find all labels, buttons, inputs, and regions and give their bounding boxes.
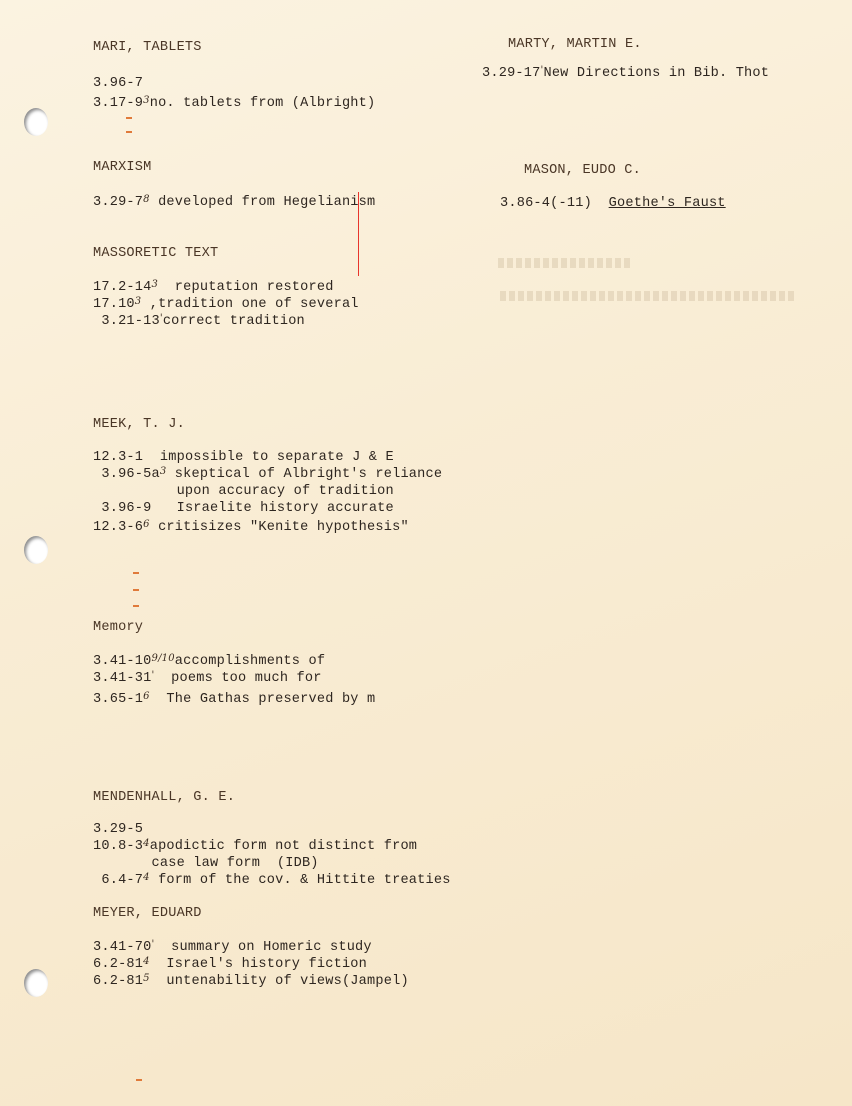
entry-description: upon accuracy of tradition	[93, 484, 394, 499]
entry-description: correct tradition	[162, 314, 305, 329]
reference-number: 3.21-13	[93, 314, 160, 329]
reference-number: 3.29-7	[93, 195, 144, 210]
index-entry	[93, 839, 417, 855]
index-entry	[93, 96, 375, 112]
handwritten-annotation: 8	[143, 194, 150, 205]
section-heading: MARXISM	[93, 160, 152, 175]
entry-description: developed from Hegelianism	[149, 195, 376, 210]
reference-number: 17.10	[93, 297, 135, 312]
index-entry	[93, 484, 394, 500]
entry-description: form of the cov. & Hittite treaties	[149, 873, 451, 888]
index-entry	[93, 692, 375, 708]
index-entry	[93, 501, 394, 517]
entry-description: apodictic form not distinct from	[149, 839, 418, 854]
reference-number: 3.65-1	[93, 692, 144, 707]
section-heading: MEYER, EDUARD	[93, 906, 202, 921]
reference-number: 17.2-14	[93, 280, 152, 295]
reference-number: 3.41-10	[93, 654, 152, 669]
entry-description: New Directions in Bib. Thot	[543, 66, 770, 81]
reference-number: 12.3-1	[93, 450, 144, 465]
reference-number: 3.41-70	[93, 940, 152, 955]
handwritten-annotation: '	[151, 670, 155, 681]
index-entry	[93, 76, 143, 92]
reference-number: 6.4-7	[93, 873, 144, 888]
section-heading: MEEK, T. J.	[93, 417, 185, 432]
punch-hole	[24, 969, 48, 997]
index-entry	[93, 822, 143, 838]
reference-number: 12.3-6	[93, 520, 144, 535]
entry-description: The Gathas preserved by m	[149, 692, 376, 707]
index-entry	[93, 654, 325, 670]
section-heading: MARTY, MARTIN E.	[508, 37, 642, 52]
reference-number: 3.41-31	[93, 671, 152, 686]
entry-description	[592, 196, 609, 211]
index-entry	[93, 671, 322, 687]
entry-description: poems too much for	[154, 671, 322, 686]
handwritten-annotation: 6	[143, 691, 150, 702]
index-entry	[93, 450, 394, 466]
entry-description: Israel's history fiction	[149, 957, 368, 972]
index-entry	[93, 974, 409, 990]
index-entry	[93, 856, 319, 872]
entry-description: Israelite history accurate	[151, 501, 394, 516]
entry-description: untenability of views(Jampel)	[149, 974, 409, 989]
index-entry	[93, 940, 372, 956]
entry-description: skeptical of Albright's reliance	[166, 467, 443, 482]
reference-number: 3.17-9	[93, 96, 144, 111]
reference-number: 10.8-3	[93, 839, 144, 854]
red-dash-mark	[133, 589, 139, 591]
index-entry	[93, 467, 442, 483]
index-entry	[93, 873, 451, 889]
reference-number: 6.2-81	[93, 957, 144, 972]
reference-number: 3.86-4(-11)	[500, 196, 592, 211]
reference-number: 3.29-5	[93, 822, 144, 837]
reference-number: 3.96-7	[93, 76, 144, 91]
entry-description: no. tablets from (Albright)	[149, 96, 376, 111]
handwritten-annotation: '	[159, 313, 163, 324]
section-heading: MENDENHALL, G. E.	[93, 790, 236, 805]
index-entry	[93, 280, 334, 296]
handwritten-annotation: 3	[151, 279, 159, 290]
red-dash-mark	[136, 1079, 142, 1081]
handwritten-annotation: 4	[143, 838, 150, 849]
red-dash-mark	[126, 117, 132, 119]
index-entry	[93, 297, 359, 313]
handwritten-annotation: 9/10	[151, 653, 175, 664]
handwritten-annotation: 4	[143, 956, 150, 967]
handwritten-annotation: 6	[143, 519, 150, 530]
punch-hole	[24, 536, 48, 564]
faded-bleedthrough-text	[500, 291, 795, 301]
red-dash-mark	[133, 572, 139, 574]
underlined-title: Goethe's Faust	[608, 196, 726, 211]
handwritten-annotation: 3	[134, 296, 142, 307]
index-entry	[93, 957, 367, 973]
index-entry	[500, 196, 726, 212]
entry-description: impossible to separate J & E	[143, 450, 394, 465]
reference-number: 6.2-81	[93, 974, 144, 989]
handwritten-annotation: 4	[143, 872, 150, 883]
handwritten-annotation: 5	[143, 973, 150, 984]
section-heading: MASON, EUDO C.	[524, 163, 642, 178]
handwritten-annotation: 3	[159, 466, 167, 477]
entry-description: critisizes "Kenite hypothesis"	[149, 520, 409, 535]
entry-description: reputation restored	[158, 280, 334, 295]
handwritten-annotation: '	[540, 65, 544, 76]
section-heading: MASSORETIC TEXT	[93, 246, 219, 261]
red-dash-mark	[126, 131, 132, 133]
reference-number: 3.96-5a	[93, 467, 160, 482]
section-heading: Memory	[93, 620, 144, 635]
red-dash-mark	[133, 605, 139, 607]
punch-hole	[24, 108, 48, 136]
handwritten-annotation: '	[151, 939, 155, 950]
section-heading: MARI, TABLETS	[93, 40, 202, 55]
reference-number: 3.96-9	[93, 501, 152, 516]
index-entry	[93, 314, 305, 330]
entry-description: case law form (IDB)	[93, 856, 319, 871]
reference-number: 3.29-17	[482, 66, 541, 81]
entry-description: summary on Homeric study	[154, 940, 372, 955]
handwritten-annotation: 3	[143, 95, 150, 106]
faded-bleedthrough-text	[498, 258, 633, 268]
index-entry	[93, 520, 409, 536]
entry-description: ,tradition one of several	[141, 297, 359, 312]
index-entry	[482, 66, 769, 82]
index-entry	[93, 195, 375, 211]
entry-description: accomplishments of	[174, 654, 326, 669]
